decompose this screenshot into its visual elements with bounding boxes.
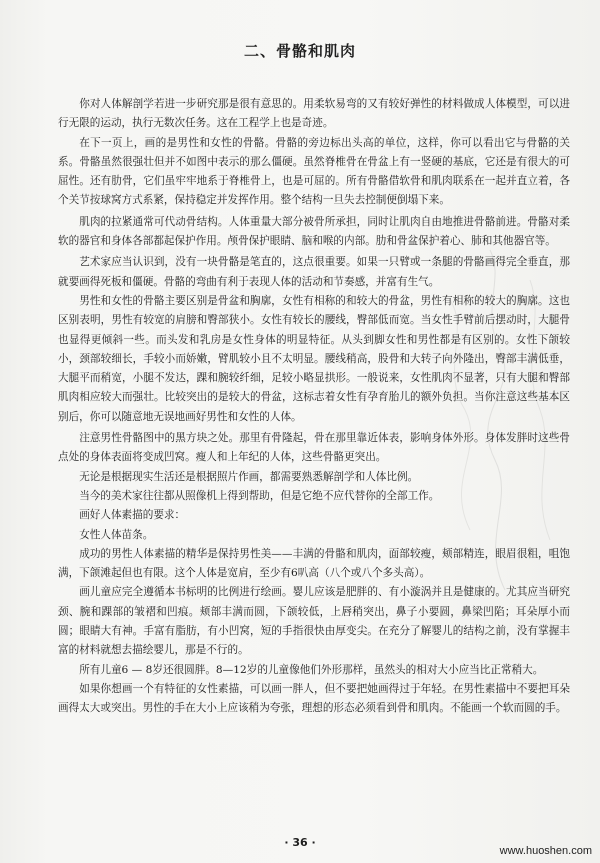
- paragraph-child-ages: 所有儿童6 — 8岁还很圆胖。8—12岁的儿童像他们外形那样，虽然头的相对大小应当比正常稍大。: [79, 663, 544, 676]
- paragraph-children: 画儿童应完全遵循本书标明的比例进行绘画。婴儿应该是肥胖的、有小漩涡并且是健康的。尤其应当研究颈、腕和踝部的皱褶和凹痕。颊部丰满而圆，下颌较低，上唇稍突出，鼻子小要圆，鼻梁凹陷；耳朵厚小而圆；眼睛大有神。手富有脂肪，有小凹窝，短的手指很快由厚变尖。在充分了解婴儿的结构之前，没有掌握丰富的材料就想去描绘婴儿，那是不行的。: [58, 586, 570, 657]
- paragraph-skeleton: 在下一页上，画的是男性和女性的骨骼。骨骼的旁边标出头高的单位，这样，你可以看出它与骨骼的关系。骨骼虽然很强壮但并不如图中表示的那么僵硬。虽然脊椎骨在骨盆上有一竖硬的基底，它还是有很大的可屈性。还有肋骨，它们虽牢牢地系于脊椎骨上，也是可屈的。所有骨骼借软骨和肌肉联系在一起并直立着，各个关节按球窝方式系紧，保持稳定并发挥作用。整个结构一旦失去控制便倒塌下来。: [58, 136, 570, 207]
- watermark-text: www.huoshen.com: [499, 845, 592, 857]
- paragraph-intro: 你对人体解剖学若进一步研究那是很有意思的。用柔软易弯的又有较好弹性的材料做成人体模型，可以进行无限的运动，执行无数次任务。这在工程学上也是奇迹。: [58, 98, 570, 130]
- paragraph-black-squares: 注意男性骨骼图中的黑方块之处。那里有骨隆起，骨在那里靠近体表，影响身体外形。身体发胖时这些骨点处的身体表面将变成凹窝。瘦人和上年纪的人体，这些骨骼更突出。: [58, 432, 570, 464]
- paragraph-female-slim: 女性人体苗条。: [79, 528, 154, 541]
- paragraph-muscle: 肌肉的拉紧通常可代动骨结构。人体重量大部分被骨所承担，同时让肌肉自由地推进骨骼前进。骨骼对柔软的器官和身体各部都起保护作用。颅骨保护眼睛、脑和喉的内部。肋和骨盆保护着心、肺和其他器官等。: [58, 215, 570, 248]
- paragraph-requirements: 画好人体素描的要求：: [79, 509, 186, 522]
- body-text: [58, 95, 570, 719]
- page-number: · 36 ·: [284, 836, 316, 849]
- paragraph-artist: 艺术家应当认识到，没有一块骨骼是笔直的，这点很重要。如果一只臂或一条腿的骨骼画得完全垂直，那就要画得死板和僵硬。骨骼的弯曲有利于表现人体的活动和节奏感，并富有生气。: [58, 256, 570, 288]
- paragraph-anatomy: 无论是根据现实生活还是根据照片作画，都需要熟悉解剖学和人体比例。: [79, 470, 419, 483]
- paragraph-male-figure: 成功的男性人体素描的精华是保持男性美——丰满的骨骼和肌肉，面部较瘦，颊部精连，眼眉很粗，咀饱满，下颌滩起但也有限。这个人体是宽肩，至少有6叭高（八个或八个多头高）。: [58, 547, 570, 580]
- paragraph-camera: 当今的美术家往往都从照像机上得到帮助，但是它绝不应代替你的全部工作。: [79, 489, 440, 502]
- section-title: 二、骨骼和肌肉: [243, 42, 356, 60]
- paragraph-female-sketch: 如果你想画一个有特征的女性素描，可以画一胖人，但不要把她画得过于年轻。在男性素描中不要把耳朵画得太大或突出。男性的手在大小上应该稍为夸张，理想的形态必须看到骨和肌肉。不能画一个软而圆的手。: [58, 682, 570, 715]
- paragraph-male-female: 男性和女性的骨骼主要区别是骨盆和胸廓，女性有相称的和较大的骨盆，男性有相称的较大的胸廓。这也区别表明，男性有较宽的肩膀和臀部狭小。女性有较长的腰线，臀部低而宽。当女性手臂前后摆动时，大腿骨也显得更倾斜一些。而头发和乳房是女性身体的明显特征。从头到脚女性和男性都是有区别的。女性下颌较小，颈部较细长，手较小而娇嫩，臂肌较小且不太明显。腰线稍高，股骨和大转子向外隆出，臀部丰满低垂，大腿平而稍宽，小腿不发达，踝和腕较纤细，足较小略显拱形。一般说来，女性肌肉不显著，只有大腿和臀部肌肉相应较大而强壮。比较突出的是较大的骨盆，这标志着女性有孕育胎儿的额外负担。当你注意这些基本区别后，你可以随意地无误地画好男性和女性的人体。: [58, 294, 570, 423]
